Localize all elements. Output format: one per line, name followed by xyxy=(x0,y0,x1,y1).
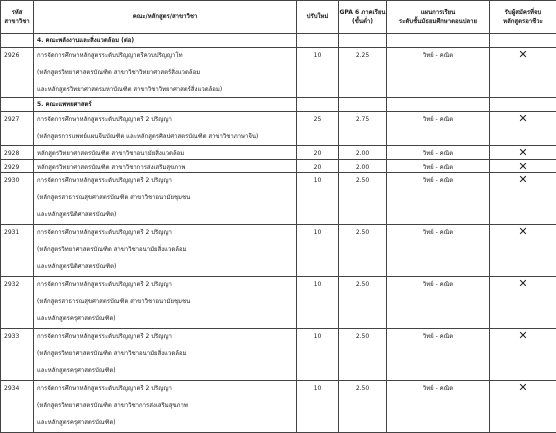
gpa-value: 2.25 xyxy=(339,48,387,98)
vocational-accept-mark: ✕ xyxy=(490,48,556,98)
section-row xyxy=(1,98,556,112)
program-code: 2932 xyxy=(1,277,34,329)
program-name-line: (หลักสูตรสาธารณสุขศาสตรบัณฑิต สาขาวิชาอนามัยชุมชน xyxy=(37,297,296,314)
plan-value: วิทย์ - คณิต xyxy=(387,112,490,146)
vocational-accept-mark: ✕ xyxy=(490,329,556,381)
header-adjust: ปรับใหม่ xyxy=(297,1,339,34)
program-name-cell xyxy=(34,329,297,381)
program-code: 2933 xyxy=(1,329,34,381)
table-row xyxy=(1,146,556,160)
adjust-value: 10 xyxy=(297,173,339,225)
program-code: 2934 xyxy=(1,381,34,433)
gpa-value: 2.50 xyxy=(339,225,387,277)
gpa-value: 2.50 xyxy=(339,173,387,225)
program-name-line: (หลักสูตรสาธารณสุขศาสตรบัณฑิต สาขาวิชาอนามัยชุมชน xyxy=(37,193,296,210)
section-title: 4. คณะพลังงานและสิ่งแวดล้อม (ต่อ) xyxy=(34,34,297,48)
program-code: 2928 xyxy=(1,146,34,160)
plan-value: วิทย์ - คณิต xyxy=(387,159,490,173)
program-code: 2931 xyxy=(1,225,34,277)
program-name-line: และหลักสูตรครุศาสตรบัณฑิต) xyxy=(37,314,296,324)
vocational-accept-mark: ✕ xyxy=(490,159,556,173)
table-row xyxy=(1,48,556,98)
adjust-value: 10 xyxy=(297,225,339,277)
adjust-value: 10 xyxy=(297,381,339,433)
program-name-cell xyxy=(34,173,297,225)
table-header-row xyxy=(1,1,556,34)
program-name-cell xyxy=(34,277,297,329)
header-code: รหัส สาขาวิชา xyxy=(1,1,34,34)
vocational-accept-mark: ✕ xyxy=(490,112,556,146)
vocational-accept-mark: ✕ xyxy=(490,277,556,329)
program-code: 2926 xyxy=(1,48,34,98)
program-name-line: การจัดการศึกษาหลักสูตรระดับปริญญาตรี 2 ปริญญา xyxy=(37,115,296,132)
adjust-value: 10 xyxy=(297,48,339,98)
plan-value: วิทย์ - คณิต xyxy=(387,277,490,329)
program-name-cell xyxy=(34,159,297,173)
vocational-accept-mark: ✕ xyxy=(490,225,556,277)
program-name-line: และหลักสูตรครุศาสตรบัณฑิต) xyxy=(37,366,296,376)
table-row xyxy=(1,159,556,173)
table-row xyxy=(1,277,556,329)
program-name-cell xyxy=(34,48,297,98)
program-code: 2929 xyxy=(1,159,34,173)
program-code: 2930 xyxy=(1,173,34,225)
plan-value: วิทย์ - คณิต xyxy=(387,146,490,160)
section-empty-cell xyxy=(297,98,339,112)
gpa-value: 2.50 xyxy=(339,381,387,433)
section-empty-cell xyxy=(297,34,339,48)
table-row xyxy=(1,173,556,225)
program-name-cell xyxy=(34,381,297,433)
vocational-accept-mark: ✕ xyxy=(490,146,556,160)
program-name-line: และหลักสูตรนิติศาสตรบัณฑิต) xyxy=(37,262,296,272)
adjust-value: 25 xyxy=(297,112,339,146)
program-name-line: การจัดการศึกษาหลักสูตรระดับปริญญาตรี 2 ปริญญา xyxy=(37,280,296,297)
section-empty-cell xyxy=(490,34,556,48)
gpa-value: 2.00 xyxy=(339,159,387,173)
program-name-cell xyxy=(34,146,297,160)
gpa-value: 2.75 xyxy=(339,112,387,146)
vocational-accept-mark: ✕ xyxy=(490,381,556,433)
header-plan: แผนการเรียน ระดับชั้นมัธยมศึกษาตอนปลาย xyxy=(387,1,490,34)
adjust-value: 10 xyxy=(297,277,339,329)
program-name-line: การจัดการศึกษาหลักสูตรระดับปริญญาตรีควบปริญญาโท xyxy=(37,51,296,68)
program-name-line: การจัดการศึกษาหลักสูตรระดับปริญญาตรี 2 ปริญญา xyxy=(37,384,296,401)
gpa-value: 2.50 xyxy=(339,329,387,381)
vocational-accept-mark: ✕ xyxy=(490,173,556,225)
section-empty-cell xyxy=(339,34,387,48)
section-row xyxy=(1,34,556,48)
gpa-value: 2.50 xyxy=(339,277,387,329)
program-name-line: (หลักสูตรวิทยาศาสตรบัณฑิต สาขาวิชาอนามัยสิ่งแวดล้อม xyxy=(37,245,296,262)
program-name-line: (หลักสูตรวิทยาศาสตรบัณฑิต สาขาวิชาอนามัยสิ่งแวดล้อม xyxy=(37,349,296,366)
program-code: 2927 xyxy=(1,112,34,146)
program-name-line: การจัดการศึกษาหลักสูตรระดับปริญญาตรี 2 ปริญญา xyxy=(37,332,296,349)
section-empty-cell xyxy=(387,34,490,48)
program-name-line: การจัดการศึกษาหลักสูตรระดับปริญญาตรี 2 ปริญญา xyxy=(37,228,296,245)
adjust-value: 20 xyxy=(297,159,339,173)
table-row xyxy=(1,329,556,381)
plan-value: วิทย์ - คณิต xyxy=(387,48,490,98)
header-gpa: GPA 6 ภาคเรียน (ขั้นต่ำ) xyxy=(339,1,387,34)
plan-value: วิทย์ - คณิต xyxy=(387,225,490,277)
adjust-value: 20 xyxy=(297,146,339,160)
section-title: 5. คณะแพทยศาสตร์ xyxy=(34,98,297,112)
section-code-cell xyxy=(1,98,34,112)
section-empty-cell xyxy=(387,98,490,112)
plan-value: วิทย์ - คณิต xyxy=(387,173,490,225)
program-name-line: (หลักสูตรวิทยาศาสตรบัณฑิต สาขาวิชาการส่งเสริมสุขภาพ xyxy=(37,401,296,418)
program-name-line: (หลักสูตรวิทยาศาสตรบัณฑิต สาขาวิชาวิทยาศาสตร์สิ่งแวดล้อม xyxy=(37,68,296,85)
gpa-value: 2.00 xyxy=(339,146,387,160)
program-name-cell xyxy=(34,112,297,146)
program-name-line: หลักสูตรวิทยาศาสตรบัณฑิต สาขาวิชาการส่งเสริมสุขภาพ xyxy=(37,163,296,173)
section-empty-cell xyxy=(490,98,556,112)
program-name-line: และหลักสูตรนิติศาสตรบัณฑิต) xyxy=(37,210,296,220)
program-name-cell xyxy=(34,225,297,277)
program-name-line: และหลักสูตรวิทยาศาสตรมหาบัณฑิต สาขาวิชาวิทยาศาสตร์สิ่งแวดล้อม) xyxy=(37,85,296,95)
plan-value: วิทย์ - คณิต xyxy=(387,329,490,381)
table-row xyxy=(1,225,556,277)
program-name-line: การจัดการศึกษาหลักสูตรระดับปริญญาตรี 2 ปริญญา xyxy=(37,176,296,193)
section-code-cell xyxy=(1,34,34,48)
plan-value: วิทย์ - คณิต xyxy=(387,381,490,433)
header-name: คณะ/หลักสูตร/สาขาวิชา xyxy=(34,1,297,34)
program-name-line: หลักสูตรวิทยาศาสตรบัณฑิต สาขาวิชาอนามัยสิ่งแวดล้อม xyxy=(37,149,296,159)
table-row xyxy=(1,112,556,146)
table-row xyxy=(1,381,556,433)
section-empty-cell xyxy=(339,98,387,112)
program-name-line: (หลักสูตรการแพทย์แผนจีนบัณฑิต และหลักสูตรศิลปศาสตรบัณฑิต สาขาวิชาภาษาจีน) xyxy=(37,132,296,142)
header-accept: รับผู้สมัครที่จบ หลักสูตรอาชีวะ xyxy=(490,1,556,34)
adjust-value: 10 xyxy=(297,329,339,381)
program-name-line: และหลักสูตรครุศาสตรบัณฑิต) xyxy=(37,418,296,428)
